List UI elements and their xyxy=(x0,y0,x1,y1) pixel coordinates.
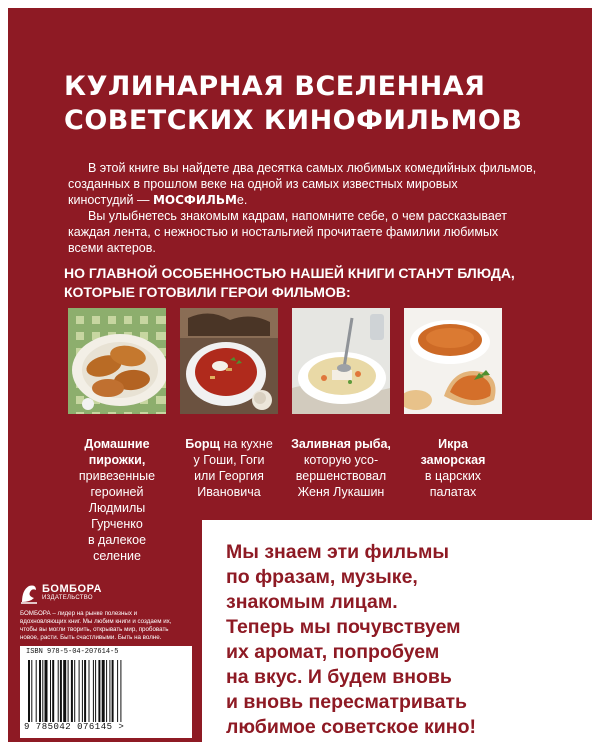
publisher-description: БОМБОРА – лидер на рынке полезных и вдохновляющих книг. Мы любим книги и создаем их, чтобы вы могли творить, открывать мир, пробовать новое, расти. Быть счастливыми. Быть на волне. xyxy=(20,610,172,641)
caption-line: селение xyxy=(93,549,141,563)
photo-caviar xyxy=(404,308,502,414)
quote-line: любимое советское кино! xyxy=(226,716,476,738)
barcode-stripe xyxy=(120,660,121,722)
barcode-stripe xyxy=(95,660,96,722)
caption-bold: Икра xyxy=(438,437,468,451)
caption-line: палатах xyxy=(429,485,477,499)
subhead-line-1: НО ГЛАВНОЙ ОСОБЕННОСТЬЮ НАШЕЙ КНИГИ СТАНУТ БЛЮДА, xyxy=(64,265,515,281)
caption-aspic-fish xyxy=(288,436,394,500)
caption-line: или Георгия xyxy=(194,469,264,483)
barcode-bars xyxy=(26,660,186,722)
barcode-stripe xyxy=(31,660,32,722)
barcode-stripe xyxy=(36,660,37,722)
barcode-stripe xyxy=(117,660,118,722)
barcode-stripe xyxy=(71,660,73,722)
intro-text xyxy=(68,160,538,256)
publisher-block xyxy=(20,582,180,642)
intro-line: е. xyxy=(236,193,248,207)
barcode-stripe xyxy=(112,660,114,722)
caption-line: Женя Лукашин xyxy=(297,485,385,499)
quote-line: на вкус. И будем вновь xyxy=(226,666,452,688)
barcode-stripe xyxy=(50,660,51,722)
quote-text xyxy=(226,540,586,740)
intro-line: созданных в прошлом веке на одной из самых известных мировых xyxy=(68,177,458,191)
caption-borscht xyxy=(178,436,280,500)
barcode-stripe xyxy=(42,660,43,722)
caption-line: героиней xyxy=(90,485,144,499)
caption-pirozhki xyxy=(68,436,166,564)
mosfilm-brand: МОСФИЛЬМ xyxy=(152,193,237,207)
barcode-stripe xyxy=(45,660,48,722)
intro-line: В этой книге вы найдете два десятка самых любимых комедийных фильмов, xyxy=(88,161,537,175)
barcode-stripe xyxy=(82,660,83,722)
barcode-stripe xyxy=(63,660,66,722)
publisher-name: БОМБОРА xyxy=(42,583,102,595)
barcode-stripe xyxy=(109,660,110,722)
barcode-stripe xyxy=(39,660,41,722)
caption-line: на кухне xyxy=(220,437,273,451)
barcode-stripe xyxy=(68,660,69,722)
caption-bold: Заливная рыба, xyxy=(291,437,391,451)
publisher-logo xyxy=(20,582,180,604)
caption-caviar xyxy=(404,436,502,500)
quote-box xyxy=(202,520,592,742)
subhead-line-2: КОТОРЫЕ ГОТОВИЛИ ГЕРОИ ФИЛЬМОВ: xyxy=(64,284,351,300)
barcode-stripe xyxy=(79,660,80,722)
caption-line: привезенные xyxy=(78,469,156,483)
barcode-stripe xyxy=(52,660,54,722)
back-cover xyxy=(8,8,592,742)
quote-line: знакомым лицам. xyxy=(226,591,398,613)
intro-line: Вы улыбнетесь знакомым кадрам, напомните себе, о чем рассказывает xyxy=(88,209,508,223)
caption-line: которую усо- xyxy=(303,453,379,467)
caption-bold: пирожки, xyxy=(88,453,146,467)
caption-line: вершенствовал xyxy=(295,469,387,483)
isbn-barcode xyxy=(20,646,192,738)
bombora-wave-icon xyxy=(20,582,38,604)
quote-line: Теперь мы почувствуем xyxy=(226,616,461,638)
barcode-stripe xyxy=(84,660,86,722)
barcode-stripe xyxy=(89,660,90,722)
barcode-stripe xyxy=(60,660,62,722)
title-line-1: КУЛИНАРНАЯ ВСЕЛЕННАЯ xyxy=(64,71,486,102)
caption-line: Людмилы xyxy=(88,501,146,515)
isbn-number: ISBN 978-5-04-207614-5 xyxy=(26,648,119,656)
caption-line: у Гоши, Гоги xyxy=(193,453,265,467)
barcode-stripe xyxy=(28,660,30,722)
title-line-2: СОВЕТСКИХ КИНОФИЛЬМОВ xyxy=(64,105,523,136)
barcode-stripe xyxy=(102,660,105,722)
caption-line: в далекое xyxy=(87,533,147,547)
barcode-digits: 9 785042 076145 > xyxy=(24,722,125,732)
caption-line: в царских xyxy=(424,469,482,483)
intro-line: каждая лента, с нежностью и ностальгией прочитаете фамилии любимых xyxy=(68,225,499,239)
quote-line: их аромат, попробуем xyxy=(226,641,440,663)
dishes-subhead xyxy=(64,264,544,302)
intro-line: всеми актеров. xyxy=(68,241,156,255)
intro-line: киностудий — xyxy=(68,193,153,207)
caption-line: Гурченко xyxy=(91,517,143,531)
barcode-stripe xyxy=(93,660,94,722)
photo-borscht xyxy=(180,308,278,414)
barcode-stripe xyxy=(58,660,59,722)
cover-title xyxy=(64,70,564,138)
caption-line: Ивановича xyxy=(197,485,261,499)
caption-bold: Борщ xyxy=(185,437,221,451)
photo-aspic-fish xyxy=(292,308,390,414)
barcode-stripe xyxy=(98,660,100,722)
caption-bold: заморская xyxy=(420,453,486,467)
barcode-stripe xyxy=(106,660,107,722)
caption-bold: Домашние xyxy=(84,437,150,451)
quote-line: и вновь пересматривать xyxy=(226,691,468,713)
publisher-subtitle: ИЗДАТЕЛЬСТВО xyxy=(42,595,93,601)
barcode-stripe xyxy=(74,660,75,722)
quote-line: по фразам, музыке, xyxy=(226,566,418,588)
quote-line: Мы знаем эти фильмы xyxy=(226,541,450,563)
photo-pirozhki xyxy=(68,308,166,414)
